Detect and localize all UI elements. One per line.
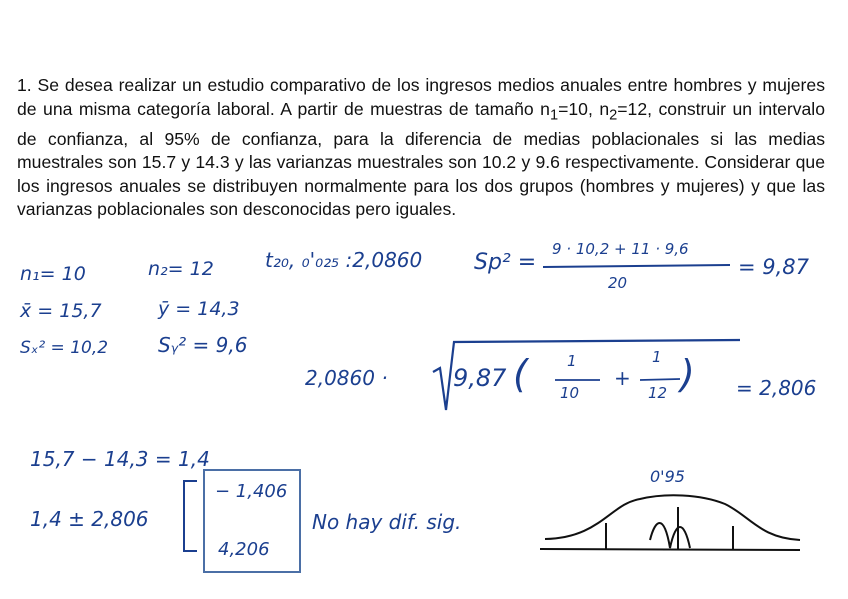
- hw-plus: +: [614, 366, 631, 390]
- hw-t-critical: t₂₀, ₀'₀₂₅ :2,0860: [265, 248, 423, 272]
- hw-n1: n₁= 10: [20, 263, 86, 285]
- hw-ci: 1,4 ± 2,806: [30, 507, 149, 531]
- hw-frac2-den: 12: [648, 384, 668, 402]
- hw-frac1-den: 10: [560, 384, 580, 402]
- hw-ci-upper: 4,206: [218, 539, 270, 560]
- hw-ybar: ȳ = 14,3: [158, 298, 240, 320]
- hw-n2: n₂= 12: [148, 258, 214, 280]
- hw-xbar: x̄ = 15,7: [20, 300, 102, 322]
- sp-fraction-bar: [543, 265, 730, 267]
- frac2-bar: [640, 379, 680, 380]
- problem-statement: 1. Se desea realizar un estudio comparativo de los ingresos medios anuales entre hombres y mujeres de una misma categoría laboral. A partir de muestras de tamaño $n_1=10$, $n_2=12$, construir un intervalo de confianza, al 95% de confianza, para la diferencia de medias poblacionales si las medias muestrales son 15.7 y 14.3 y las varianzas muestrales son 10.2 y 9.6 respectivamente. Considerar que los ingresos anuales se distribuyen normalmente para los dos grupos (hombres y mujeres) y que las varianzas poblacionales son desconocidas pero iguales.: [17, 75, 825, 220]
- hw-frac1-num: 1: [567, 352, 577, 370]
- hw-sy2: Sᵧ² = 9,6: [158, 333, 248, 357]
- curve-tick-center-scribble: [650, 523, 690, 548]
- hw-sp-lhs: Sp² =: [474, 250, 537, 275]
- sqrt-sign: [433, 340, 740, 410]
- hw-sp-denominator: 20: [608, 274, 628, 292]
- hw-se-factor: 2,0860 ·: [305, 366, 388, 390]
- hw-close-paren: ): [680, 352, 695, 396]
- hw-difference: 15,7 − 14,3 = 1,4: [30, 447, 210, 471]
- hw-sp-result: = 9,87: [738, 255, 810, 279]
- hw-frac2-num: 1: [652, 348, 662, 366]
- hw-alpha-label: 0'95: [650, 467, 685, 486]
- hw-open-paren: (: [513, 352, 528, 396]
- hw-sp-numerator: 9 · 10,2 + 11 · 9,6: [552, 240, 689, 258]
- hw-se-result: = 2,806: [736, 376, 817, 400]
- hw-sx2: Sₓ² = 10,2: [20, 338, 109, 358]
- hw-ci-lower: − 1,406: [215, 481, 288, 502]
- hw-conclusion: No hay dif. sig.: [312, 510, 462, 534]
- curve-baseline: [540, 549, 800, 550]
- hw-se-var: 9,87: [453, 364, 507, 392]
- normal-curve: [545, 495, 800, 540]
